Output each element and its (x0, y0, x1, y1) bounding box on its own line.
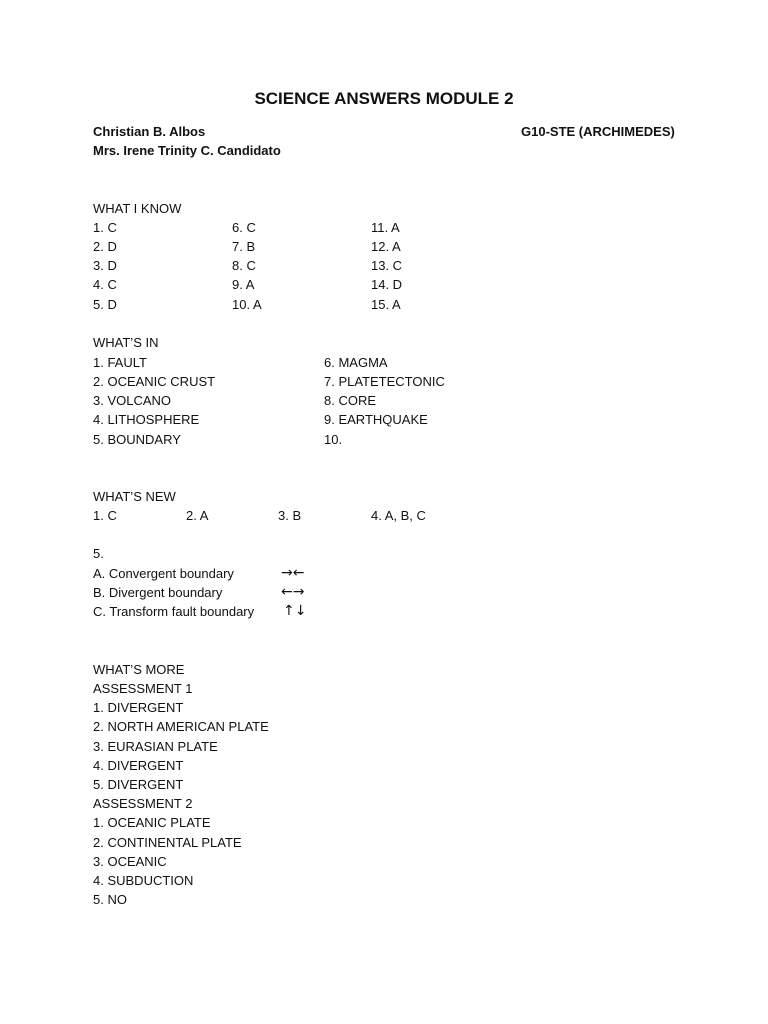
list-item: 3. OCEANIC (93, 854, 167, 869)
convergent-arrows-icon: →← (281, 565, 305, 581)
assessment-2-heading: ASSESSMENT 2 (93, 796, 193, 811)
student-name: Christian B. Albos (93, 124, 206, 139)
list-item: 14. D (371, 277, 403, 292)
list-item: 3. B (278, 508, 302, 523)
boundary-label: C. Transform fault boundary (93, 604, 255, 619)
list-item: 4. A, B, C (371, 508, 426, 523)
list-item: 1. C (93, 220, 117, 235)
list-item: 9. A (232, 277, 255, 292)
list-item: 2. A (186, 508, 209, 523)
list-item: 11. A (371, 220, 400, 235)
list-item: 12. A (371, 239, 401, 254)
list-item: 13. C (371, 258, 403, 273)
divergent-arrows-icon: ←→ (281, 584, 305, 600)
list-item: 8. CORE (324, 393, 377, 408)
list-item: 4. SUBDUCTION (93, 873, 194, 888)
list-item: 5. BOUNDARY (93, 432, 181, 447)
list-item: 6. MAGMA (324, 355, 388, 370)
transform-arrows-icon: ↑↓ (283, 603, 307, 619)
assessment-1-heading: ASSESSMENT 1 (93, 681, 193, 696)
list-item: 4. DIVERGENT (93, 758, 184, 773)
list-item: 9. EARTHQUAKE (324, 412, 428, 427)
list-item: 4. C (93, 277, 117, 292)
list-item: 10. (324, 432, 343, 447)
list-item: 4. LITHOSPHERE (93, 412, 200, 427)
list-item: 1. DIVERGENT (93, 700, 184, 715)
what-i-know-heading: WHAT I KNOW (93, 201, 182, 216)
page-title: SCIENCE ANSWERS MODULE 2 (254, 89, 514, 108)
list-item: 6. C (232, 220, 256, 235)
boundary-label: B. Divergent boundary (93, 585, 223, 600)
list-item: 5. D (93, 297, 117, 312)
list-item: 3. VOLCANO (93, 393, 172, 408)
list-item: 7. PLATETECTONIC (324, 374, 445, 389)
list-item: 1. OCEANIC PLATE (93, 815, 211, 830)
list-item: 5. DIVERGENT (93, 777, 184, 792)
whats-new-heading: WHAT’S NEW (93, 489, 176, 504)
list-item: 2. NORTH AMERICAN PLATE (93, 719, 269, 734)
list-item: 10. A (232, 297, 262, 312)
list-item: 2. OCEANIC CRUST (93, 374, 216, 389)
list-item: 3. EURASIAN PLATE (93, 739, 218, 754)
list-item: 1. C (93, 508, 117, 523)
section-label: G10-STE (ARCHIMEDES) (521, 124, 675, 139)
list-item: 1. FAULT (93, 355, 147, 370)
item-number: 5. (93, 546, 104, 561)
boundary-label: A. Convergent boundary (93, 566, 234, 581)
list-item: 7. B (232, 239, 256, 254)
list-item: 2. D (93, 239, 117, 254)
whats-in-heading: WHAT’S IN (93, 335, 159, 350)
list-item: 8. C (232, 258, 256, 273)
list-item: 3. D (93, 258, 117, 273)
list-item: 15. A (371, 297, 401, 312)
teacher-name: Mrs. Irene Trinity C. Candidato (93, 143, 281, 158)
whats-more-heading: WHAT’S MORE (93, 662, 185, 677)
list-item: 2. CONTINENTAL PLATE (93, 835, 242, 850)
list-item: 5. NO (93, 892, 127, 907)
